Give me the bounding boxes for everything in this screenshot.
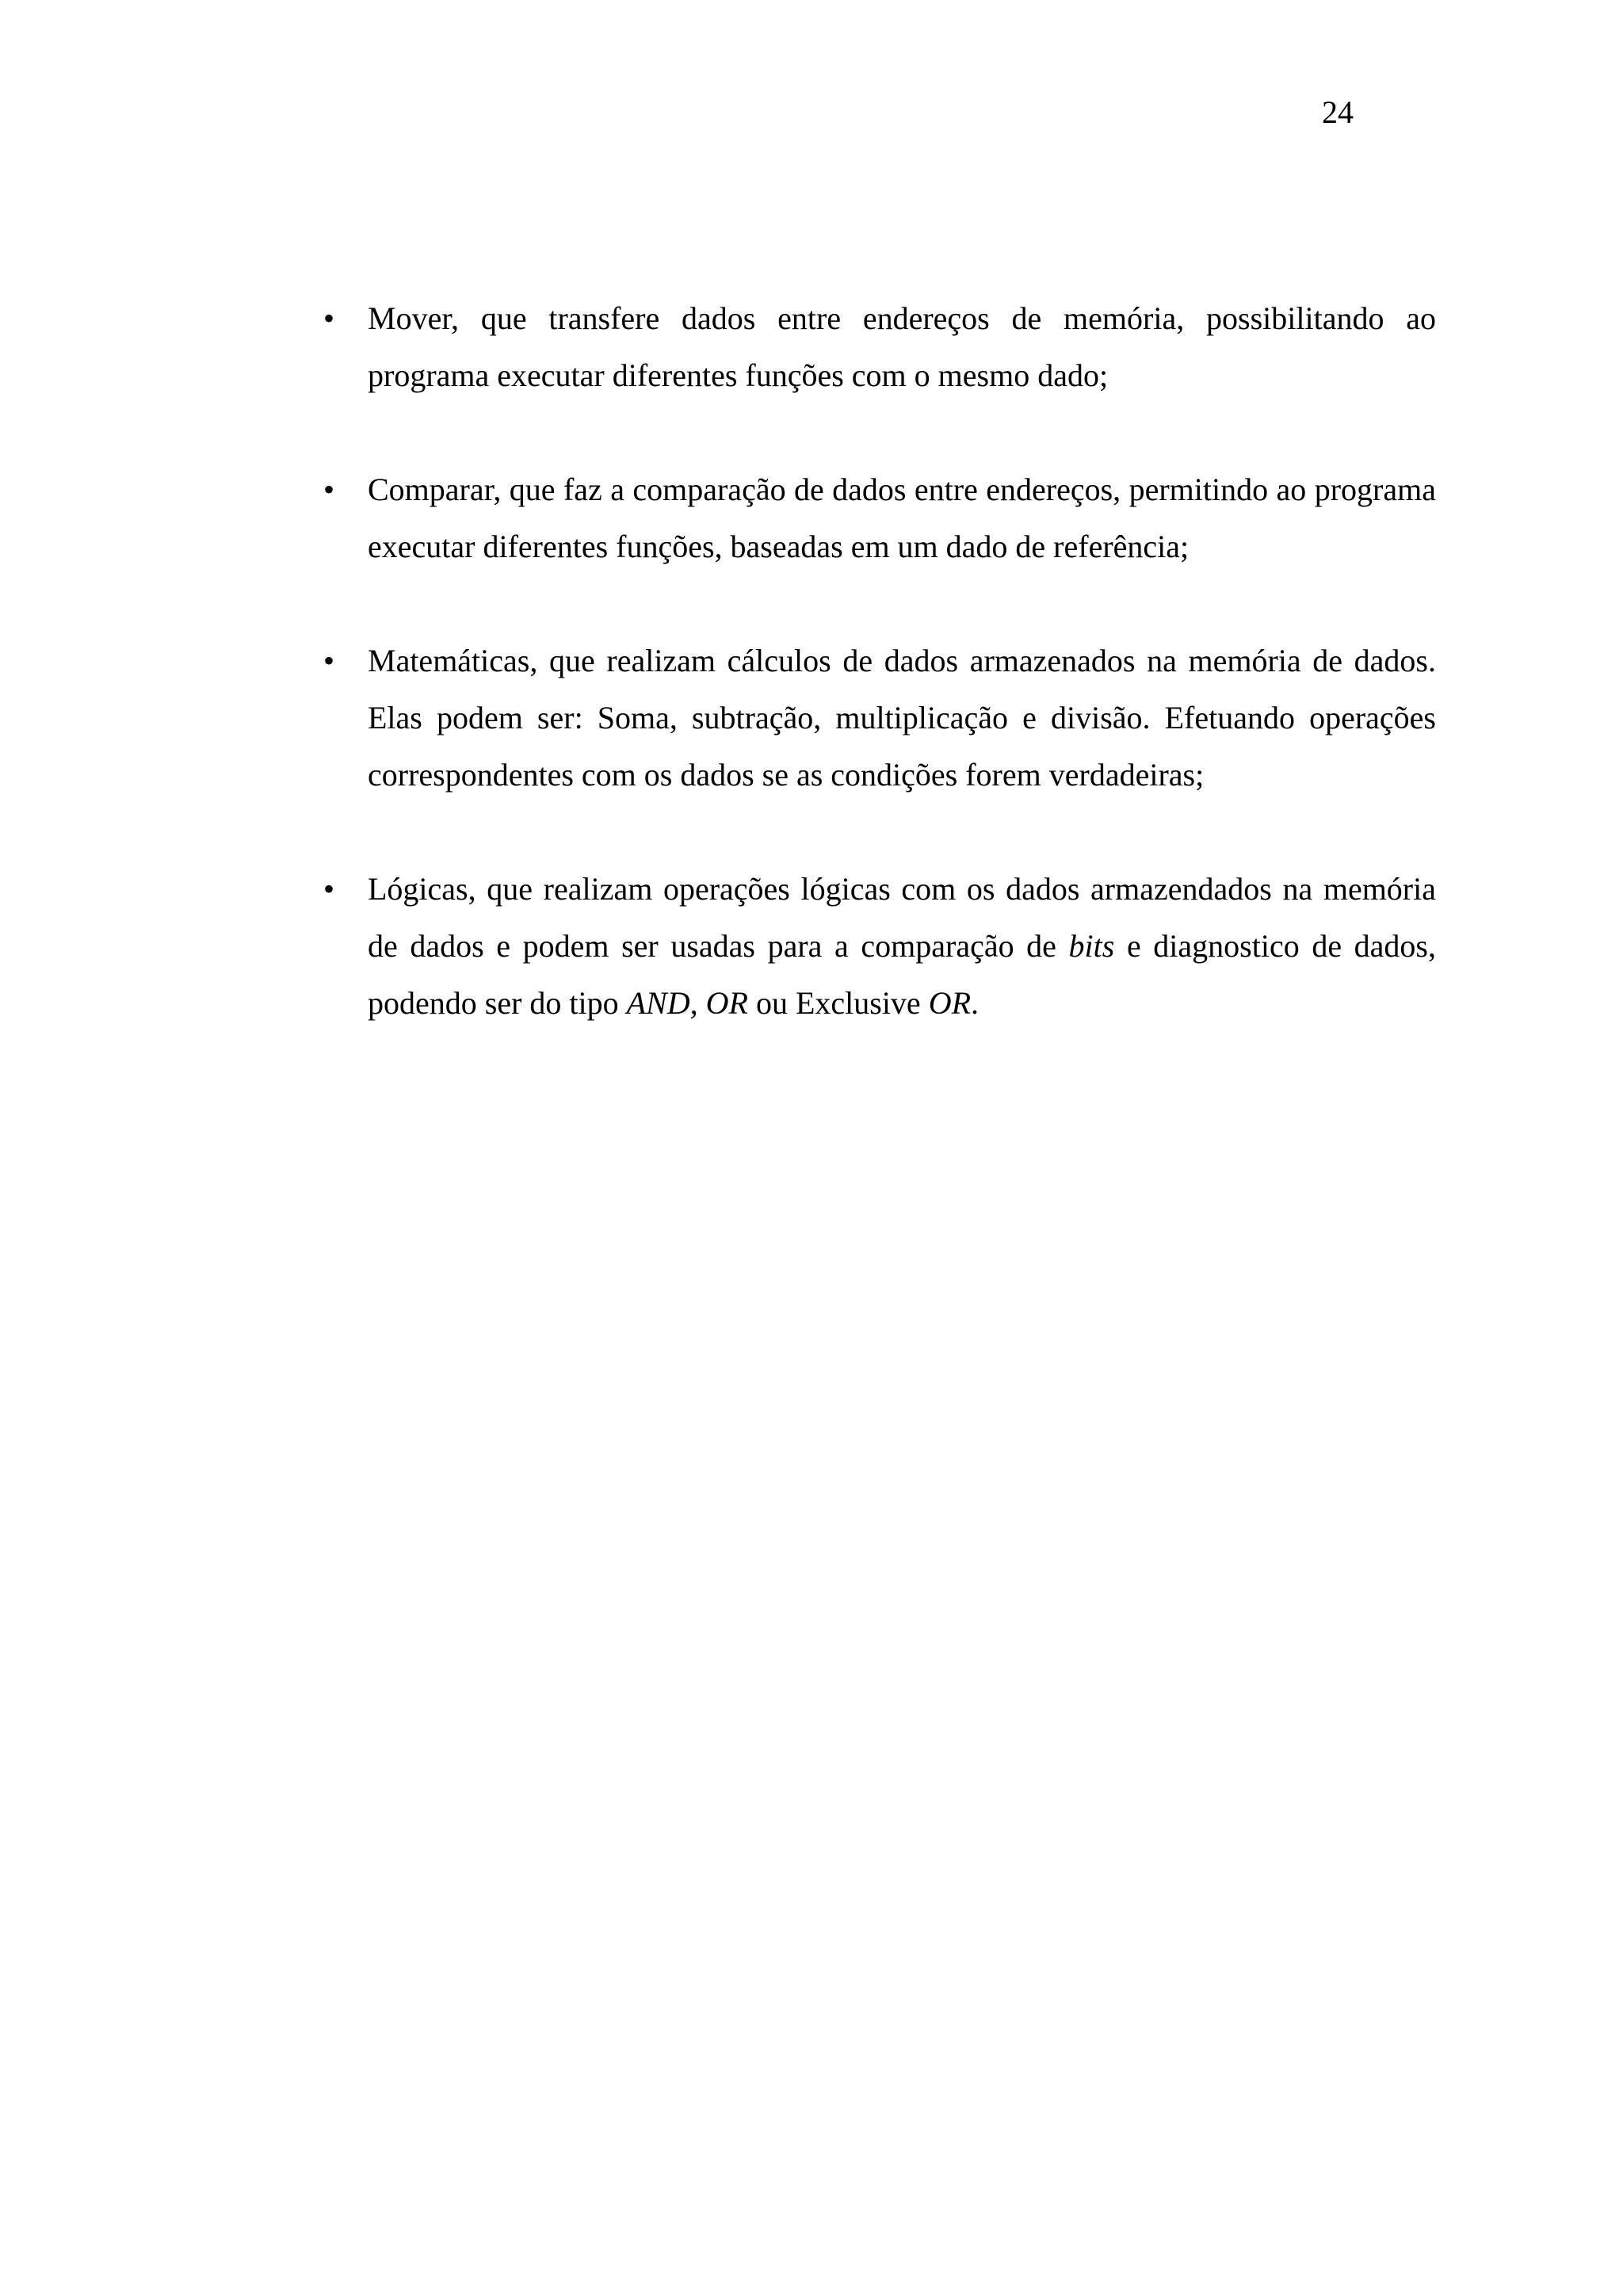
- italic-term-or: OR: [928, 985, 972, 1021]
- bullet-icon: •: [323, 300, 335, 336]
- italic-term-and-or: AND, OR: [626, 985, 748, 1021]
- bullet-icon: •: [323, 871, 335, 907]
- bullet-list: [319, 290, 1436, 1032]
- list-item-text: Matemáticas, que realizam cálculos de dados armazenados na memória de dados. Elas podem ser: Soma, subtração, multiplicação e divisão. Efetuando operações correspondentes com os dados se as condições forem verdadeiras;: [368, 643, 1436, 793]
- text-segment: .: [971, 985, 980, 1021]
- page-number: 24: [1322, 94, 1354, 130]
- list-item-logicas: [319, 861, 1436, 1032]
- text-segment: Lógicas, que realizam operações lógicas com os dados armazendados na memória de dados e podem ser usadas para a comparação de: [368, 871, 1436, 964]
- list-item-text: [368, 871, 1436, 1021]
- italic-term-bits: bits: [1068, 928, 1115, 964]
- text-segment: e diagnostico de dados, podendo ser do tipo: [368, 928, 1436, 1021]
- text-segment: ou Exclusive: [747, 985, 929, 1021]
- list-item-mover: [319, 290, 1436, 404]
- bullet-icon: •: [323, 472, 335, 507]
- bullet-icon: •: [323, 643, 335, 678]
- list-item-matematicas: [319, 632, 1436, 804]
- list-item-comparar: [319, 461, 1436, 575]
- list-item-text: Comparar, que faz a comparação de dados entre endereços, permitindo ao programa executar diferentes funções, baseadas em um dado de referência;: [368, 472, 1436, 564]
- list-item-text: Mover, que transfere dados entre endereços de memória, possibilitando ao programa executar diferentes funções com o mesmo dado;: [368, 300, 1436, 393]
